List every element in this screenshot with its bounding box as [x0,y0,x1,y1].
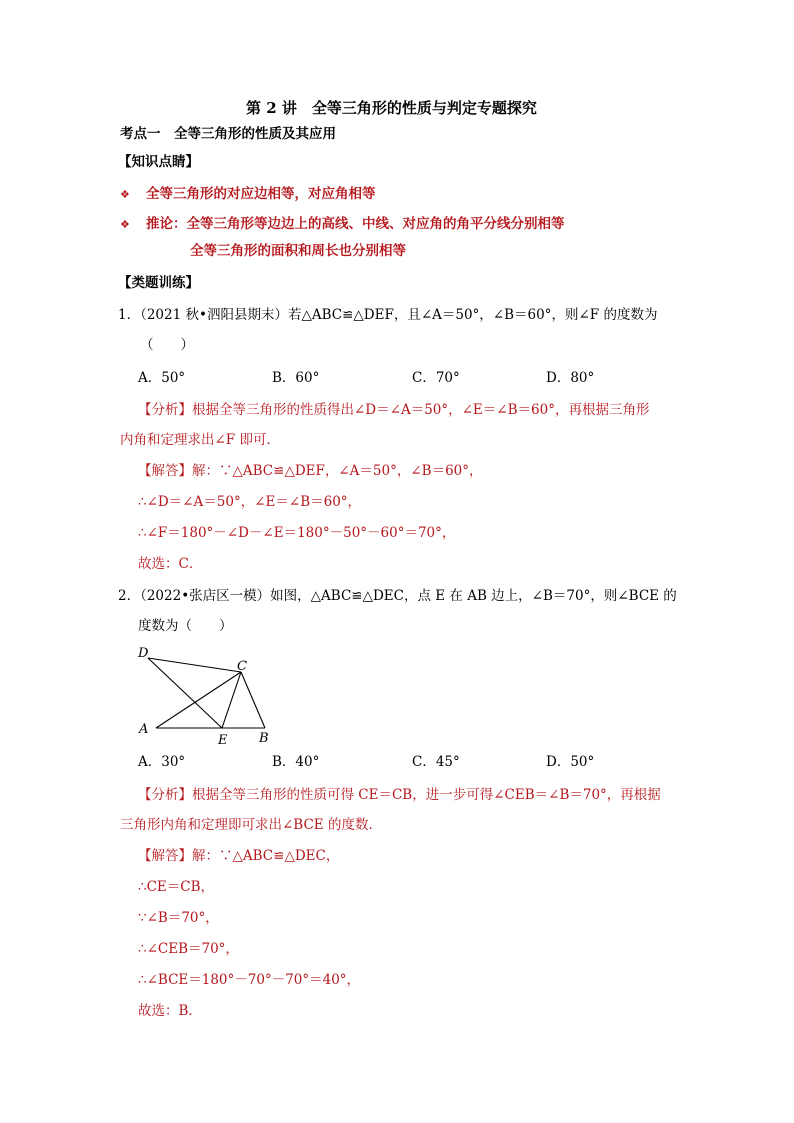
q1-option-b: B．60° [272,370,320,386]
q1-option-c: C．70° [412,370,460,386]
knowledge-point-2: 推论：全等三角形等边边上的高线、中线、对应角的角平分线分别相等 [146,216,565,232]
point-label-b: B [259,731,269,746]
q2-option-c: C．45° [412,754,460,770]
segment-ac [156,672,241,728]
q2-option-a: A．30° [138,754,186,770]
q2-option-d: D．50° [546,754,595,770]
q1-solution-line: ∴∠D＝∠A＝50°，∠E＝∠B＝60°， [138,494,362,510]
bullet-diamond-icon: ❖ [120,218,130,231]
point-label-d: D [138,646,149,661]
segment-cb [241,672,265,728]
q2-solution-line: ∵∠B＝70°， [138,910,219,926]
knowledge-point-3: 全等三角形的面积和周长也分别相等 [190,243,406,259]
q2-analysis: 【分析】根据全等三角形的性质可得 CE＝CB，进一步可得∠CEB＝∠B＝70°，再根据 [138,787,661,803]
q2-analysis-cont: 三角形内角和定理即可求出∠BCE 的度数． [120,817,382,833]
q1-option-a: A．50° [138,370,186,386]
point-label-a: A [139,722,149,737]
q2-solution-line: ∴CE＝CB， [138,879,215,895]
knowledge-point-1: 全等三角形的对应边相等，对应角相等 [146,186,376,202]
q1-analysis-cont: 内角和定理求出∠F 即可． [120,432,280,448]
q2-triangle-figure [135,640,285,750]
q1-analysis: 【分析】根据全等三角形的性质得出∠D＝∠A＝50°，∠E＝∠B＝60°，再根据三角形 [138,402,650,418]
q1-option-d: D．80° [546,370,595,386]
section-heading: 考点一 全等三角形的性质及其应用 [120,126,336,142]
segment-de [148,658,222,728]
q2-solution-line: 故选：B． [138,1003,202,1019]
page-title: 第 2 讲 全等三角形的性质与判定专题探究 [246,99,537,117]
segment-dc [148,658,241,672]
q2-stem: 2．（2022•张店区一模）如图，△ABC≌△DEC，点 E 在 AB 边上，∠B＝70°，则∠BCE 的 [118,588,677,604]
bullet-diamond-icon: ❖ [120,188,130,201]
point-label-e: E [218,733,228,748]
segment-ce [222,672,241,728]
q1-solution-line: 故选：C． [138,556,203,572]
knowledge-header: 【知识点睛】 [118,154,199,170]
point-label-c: C [237,659,247,674]
q2-solution-line: ∴∠BCE＝180°－70°－70°＝40°， [138,972,361,988]
q2-solution-line: ∴∠CEB＝70°， [138,941,239,957]
q2-option-b: B．40° [272,754,320,770]
q1-stem-blank: （ ） [140,337,194,353]
q2-solution-line: 【解答】解：∵△ABC≌△DEC， [138,848,340,864]
q2-stem-cont: 度数为（ ） [138,618,233,634]
q1-solution-line: 【解答】解：∵△ABC≌△DEF，∠A＝50°，∠B＝60°， [138,463,483,479]
q1-solution-line: ∴∠F＝180°－∠D－∠E＝180°－50°－60°＝70°， [138,525,456,541]
q1-stem: 1．（2021 秋•泗阳县期末）若△ABC≌△DEF，且∠A＝50°，∠B＝60°，则∠F 的度数为 [118,307,658,323]
practice-header: 【类题训练】 [118,275,199,291]
